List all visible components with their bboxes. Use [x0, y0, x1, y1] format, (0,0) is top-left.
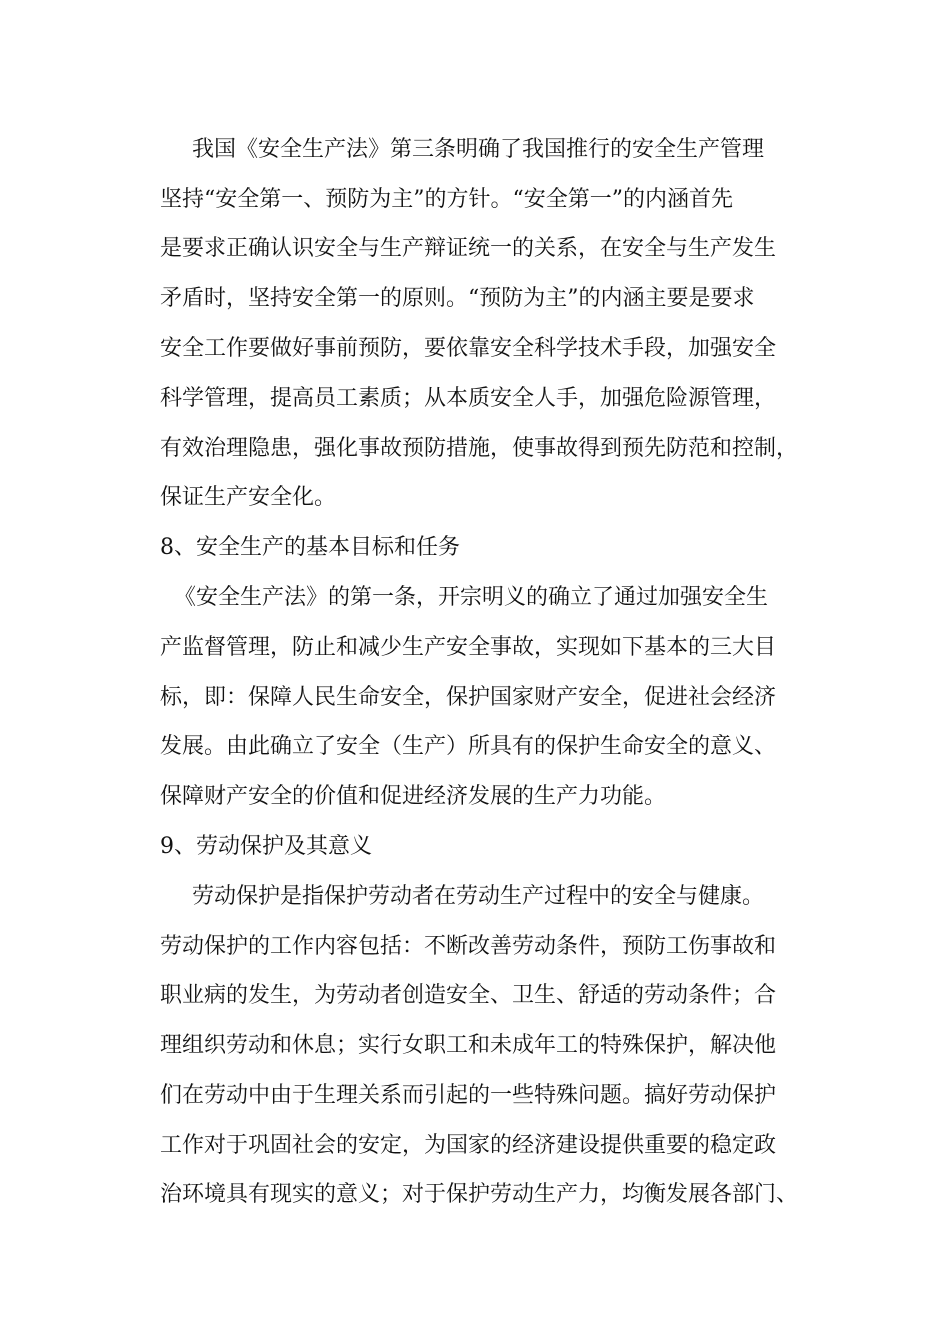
para3-line7: 治环境具有现实的意义；对于保护劳动生产力，均衡发展各部门、 [160, 1182, 799, 1207]
para3-line6: 工作对于巩固社会的安定，为国家的经济建设提供重要的稳定政 [160, 1133, 777, 1158]
para3-line1: 劳动保护是指保护劳动者在劳动生产过程中的安全与健康。 [192, 884, 765, 909]
section-heading-8: 8、安全生产的基本目标和任务 [160, 535, 460, 560]
para2-line1: 《安全生产法》的第一条，开宗明义的确立了通过加强安全生 [174, 585, 769, 610]
para1-line7: 有效治理隐患，强化事故预防措施，使事故得到预先防范和控制， [160, 436, 799, 461]
section-heading-9: 9、劳动保护及其意义 [160, 834, 372, 859]
para3-line4: 理组织劳动和休息；实行女职工和未成年工的特殊保护，解决他 [160, 1033, 777, 1058]
para1-line8: 保证生产安全化。 [160, 485, 337, 510]
para2-line2: 产监督管理，防止和减少生产安全事故，实现如下基本的三大目 [160, 635, 777, 660]
para2-line3: 标，即：保障人民生命安全，保护国家财产安全，促进社会经济 [160, 685, 777, 710]
para1-line3: 是要求正确认识安全与生产辩证统一的关系，在安全与生产发生 [160, 236, 777, 261]
para3-line3: 职业病的发生，为劳动者创造安全、卫生、舒适的劳动条件；合 [160, 983, 777, 1008]
para1-line6: 科学管理，提高员工素质；从本质安全人手，加强危险源管理， [160, 386, 777, 411]
para1-line4: 矛盾时，坚持安全第一的原则。“预防为主”的内涵主要是要求 [160, 286, 755, 311]
para1-line1: 我国《安全生产法》第三条明确了我国推行的安全生产管理 [192, 137, 765, 162]
para1-line2: 坚持“安全第一、预防为主”的方针。“安全第一”的内涵首先 [160, 187, 733, 212]
para2-line4: 发展。由此确立了安全（生产）所具有的保护生命安全的意义、 [160, 734, 777, 759]
para3-line5: 们在劳动中由于生理关系而引起的一些特殊问题。搞好劳动保护 [160, 1083, 777, 1108]
para1-line5: 安全工作要做好事前预防，要依靠安全科学技术手段，加强安全 [160, 336, 777, 361]
para3-line2: 劳动保护的工作内容包括：不断改善劳动条件，预防工伤事故和 [160, 934, 777, 959]
para2-line5: 保障财产安全的价值和促进经济发展的生产力功能。 [160, 784, 667, 809]
